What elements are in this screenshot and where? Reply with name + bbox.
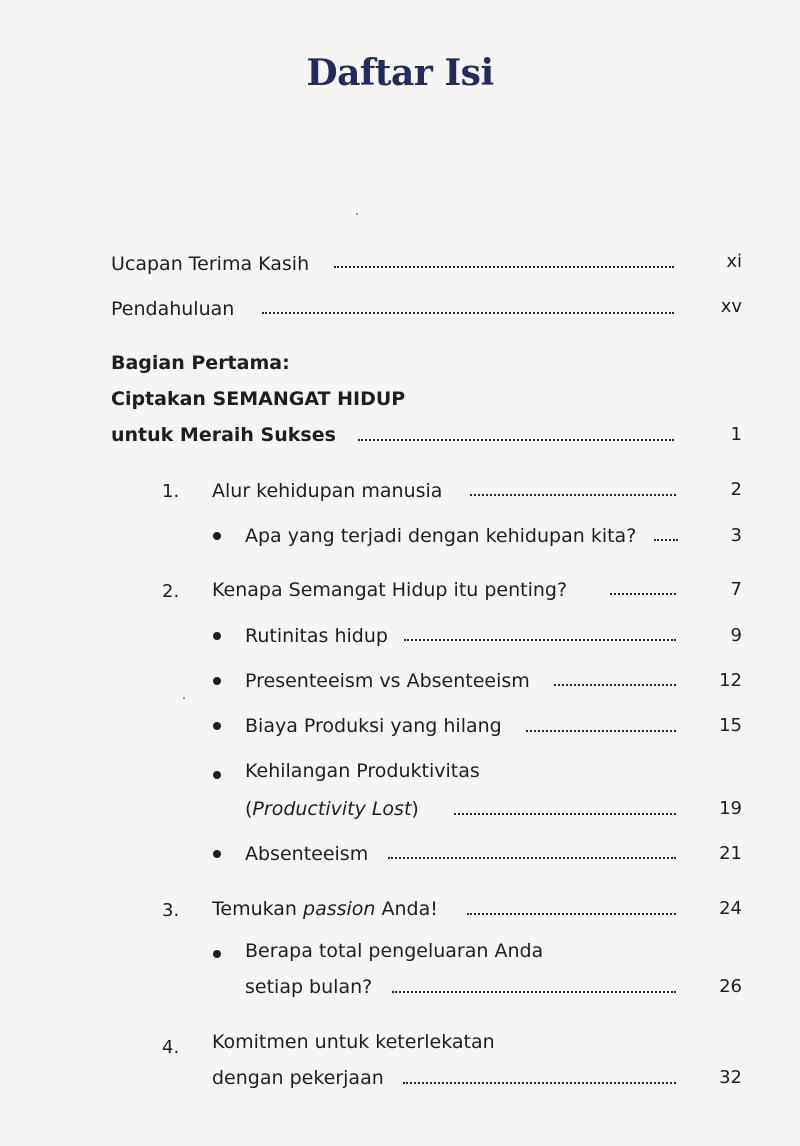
bullet-icon	[213, 722, 221, 730]
dot-leader	[470, 494, 676, 496]
section-heading-line: Ciptakan SEMANGAT HIDUP	[111, 388, 406, 410]
page-number: xv	[720, 296, 742, 317]
entry-label: Kehilangan Produktivitas	[245, 760, 480, 782]
page-number: 19	[719, 798, 742, 819]
dot-leader	[654, 539, 678, 541]
dot-leader	[526, 730, 676, 732]
italic-term: Productivity Lost	[252, 798, 412, 820]
section-heading-line: untuk Meraih Sukses	[111, 424, 336, 446]
page-number: 24	[719, 898, 742, 919]
entry-label: Alur kehidupan manusia	[212, 480, 443, 502]
paper-speck	[356, 213, 358, 215]
chapter-number: 1.	[162, 481, 180, 502]
dot-leader	[404, 639, 676, 641]
dot-leader	[262, 312, 674, 314]
bullet-icon	[213, 532, 221, 540]
chapter-number: 4.	[162, 1037, 180, 1058]
entry-label: Berapa total pengeluaran Anda	[245, 940, 544, 962]
page-number: 15	[719, 715, 742, 736]
entry-label: Komitmen untuk keterlekatan	[212, 1031, 495, 1053]
bullet-icon	[213, 850, 221, 858]
bullet-icon	[213, 950, 221, 958]
section-heading-line: Bagian Pertama:	[111, 352, 290, 374]
dot-leader	[334, 266, 674, 268]
dot-leader	[392, 991, 676, 993]
dot-leader	[403, 1082, 676, 1084]
page-number: 7	[730, 579, 742, 600]
entry-label: Pendahuluan	[111, 298, 235, 320]
bullet-icon	[213, 771, 221, 779]
italic-term: passion	[303, 898, 376, 920]
bullet-icon	[213, 632, 221, 640]
page-number: xi	[726, 251, 742, 272]
bullet-icon	[213, 677, 221, 685]
entry-label: Kenapa Semangat Hidup itu penting?	[212, 579, 568, 601]
entry-label: Absenteeism	[245, 843, 369, 865]
page-number: 21	[719, 843, 742, 864]
entry-label: Apa yang terjadi dengan kehidupan kita?	[245, 525, 637, 547]
page-number: 3	[730, 525, 742, 546]
entry-label-line2: (Productivity Lost)	[245, 798, 419, 820]
dot-leader	[388, 857, 676, 859]
page-number: 26	[719, 976, 742, 997]
dot-leader	[610, 593, 676, 595]
entry-label-line2: setiap bulan?	[245, 976, 373, 998]
page-title: Daftar Isi	[306, 52, 494, 94]
page-number: 9	[730, 625, 742, 646]
chapter-number: 3.	[162, 900, 180, 921]
entry-label: Biaya Produksi yang hilang	[245, 715, 502, 737]
paper-speck	[183, 697, 185, 699]
dot-leader	[467, 913, 676, 915]
dot-leader	[358, 439, 674, 441]
dot-leader	[454, 813, 676, 815]
entry-label: Ucapan Terima Kasih	[111, 253, 310, 275]
chapter-number: 2.	[162, 581, 180, 602]
dot-leader	[554, 684, 676, 686]
page-number: 1	[730, 424, 742, 445]
entry-label: Temukan passion Anda!	[212, 898, 438, 920]
page-number: 32	[719, 1067, 742, 1088]
entry-label: Rutinitas hidup	[245, 625, 388, 647]
page-number: 2	[730, 479, 742, 500]
page-number: 12	[719, 670, 742, 691]
entry-label-line2: dengan pekerjaan	[212, 1067, 384, 1089]
entry-label: Presenteeism vs Absenteeism	[245, 670, 530, 692]
